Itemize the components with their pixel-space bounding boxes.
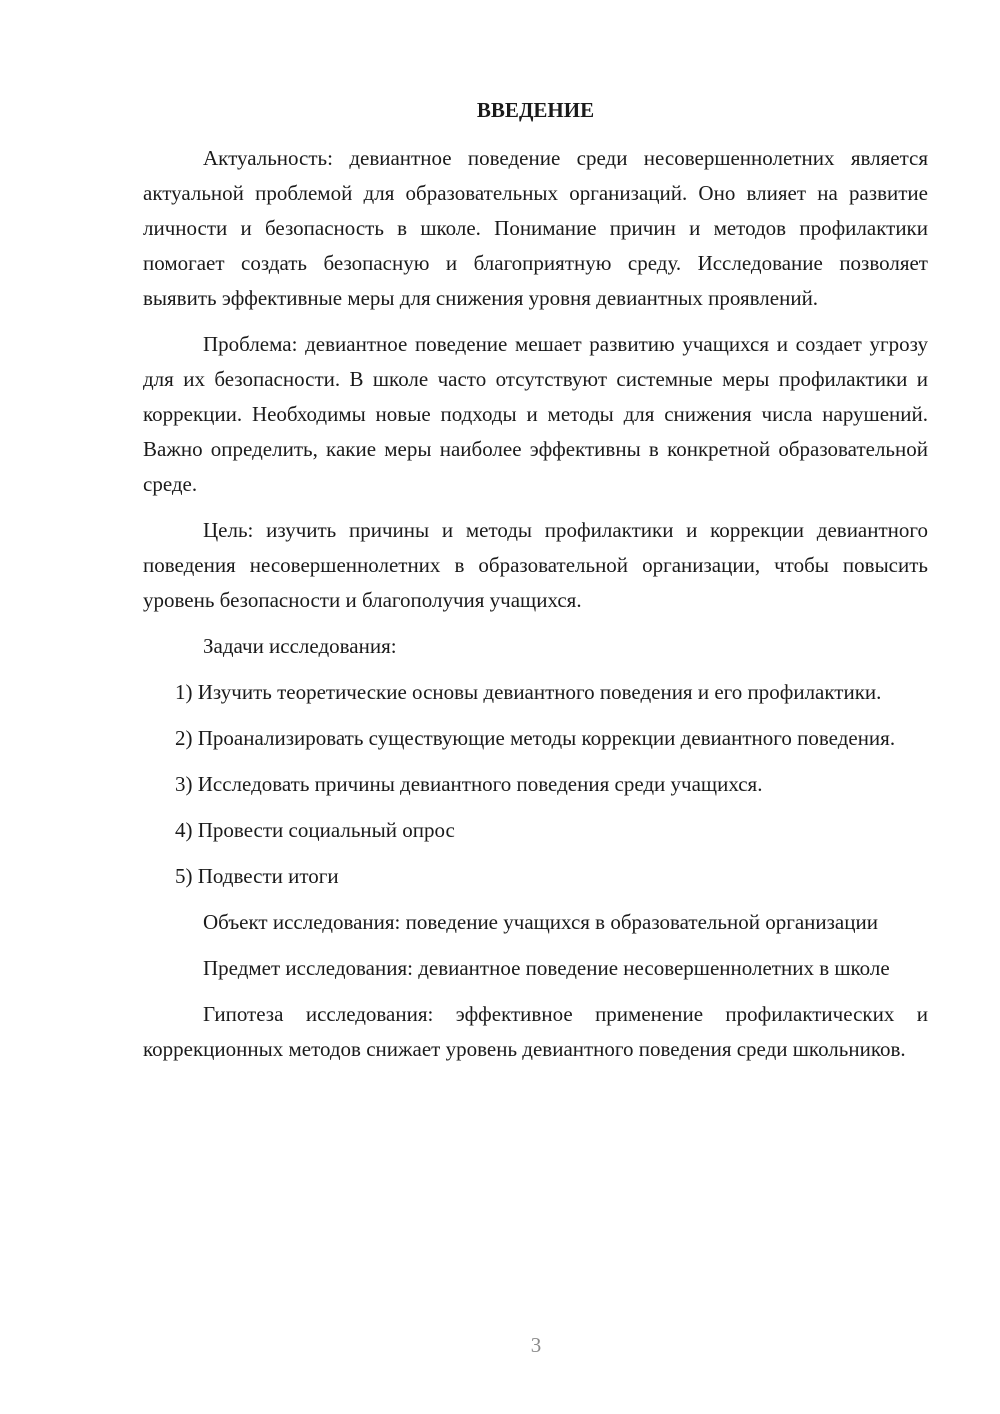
hypothesis-paragraph: Гипотеза исследования: эффективное применение профилактических и коррекционных методов снижает уровень девиантного поведения среди школьников. — [143, 1002, 928, 1061]
object-paragraph: Объект исследования: поведение учащихся в образовательной организации — [203, 910, 878, 934]
tasks-heading: Задачи исследования: — [203, 634, 397, 658]
task-item-4: 4) Провести социальный опрос — [175, 818, 455, 842]
task-item-2: 2) Проанализировать существующие методы коррекции девиантного поведения. — [175, 726, 896, 750]
problem-paragraph: Проблема: девиантное поведение мешает развитию учащихся и создает угрозу для их безопасности. В школе часто отсутствуют системные меры профилактики и коррекции. Необходимы новые подходы и методы для снижения числа нарушений. Важно определить, какие меры наиболее эффективны в конкретной образовательной среде. — [143, 332, 928, 496]
task-item-1: 1) Изучить теоретические основы девиантного поведения и его профилактики. — [175, 680, 882, 704]
task-item-5: 5) Подвести итоги — [175, 864, 339, 888]
page-title: ВВЕДЕНИЕ — [476, 98, 595, 122]
subject-paragraph: Предмет исследования: девиантное поведение несовершеннолетних в школе — [203, 956, 890, 980]
page-number: 3 — [530, 1333, 542, 1357]
task-item-3: 3) Исследовать причины девиантного поведения среди учащихся. — [175, 772, 763, 796]
relevance-paragraph: Актуальность: девиантное поведение среди несовершеннолетних является актуальной проблемой для образовательных организаций. Оно влияет на развитие личности и безопасность в школе. Понимание причин и методов профилактики помогает создать безопасную и благоприятную среду. Исследование позволяет выявить эффективные меры для снижения уровня девиантных проявлений. — [143, 146, 928, 310]
goal-paragraph: Цель: изучить причины и методы профилактики и коррекции девиантного поведения несовершеннолетних в образовательной организации, чтобы повысить уровень безопасности и благополучия учащихся. — [143, 518, 928, 612]
document-page — [143, 93, 928, 1078]
